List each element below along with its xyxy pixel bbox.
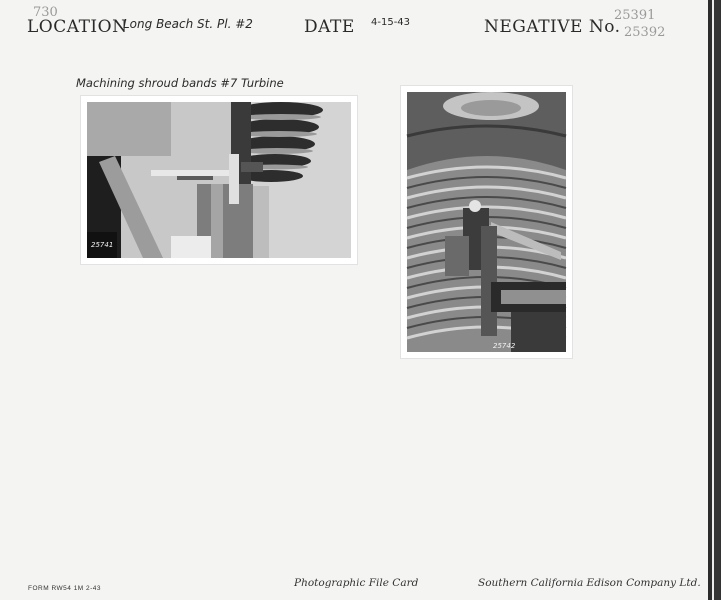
photo-2-negative-mark: 25742 [493,342,516,350]
location-value: Long Beach St. Pl. #2 [123,17,253,31]
photo-caption: Machining shroud bands #7 Turbine [76,76,284,90]
photo-print-1 [81,96,357,264]
turbine-photo-2 [401,86,572,358]
footer-card-type: Photographic File Card [294,577,419,589]
negative-number-2: 25392 [624,25,666,40]
location-label: LOCATION [27,17,128,37]
form-code: FORM RW54 1M 2-43 [28,585,102,592]
card-number: 730 [33,5,58,20]
negative-number-1: 25391 [614,8,656,23]
negative-label: NEGATIVE No. [484,17,621,37]
photo-print-2 [401,86,572,358]
photo-1-negative-mark: 25741 [91,241,114,249]
turbine-photo-1 [81,96,357,264]
date-label: DATE [304,17,355,37]
scan-edge [708,0,721,600]
footer-company: Southern California Edison Company Ltd. [478,577,701,589]
date-value: 4-15-43 [371,17,411,28]
